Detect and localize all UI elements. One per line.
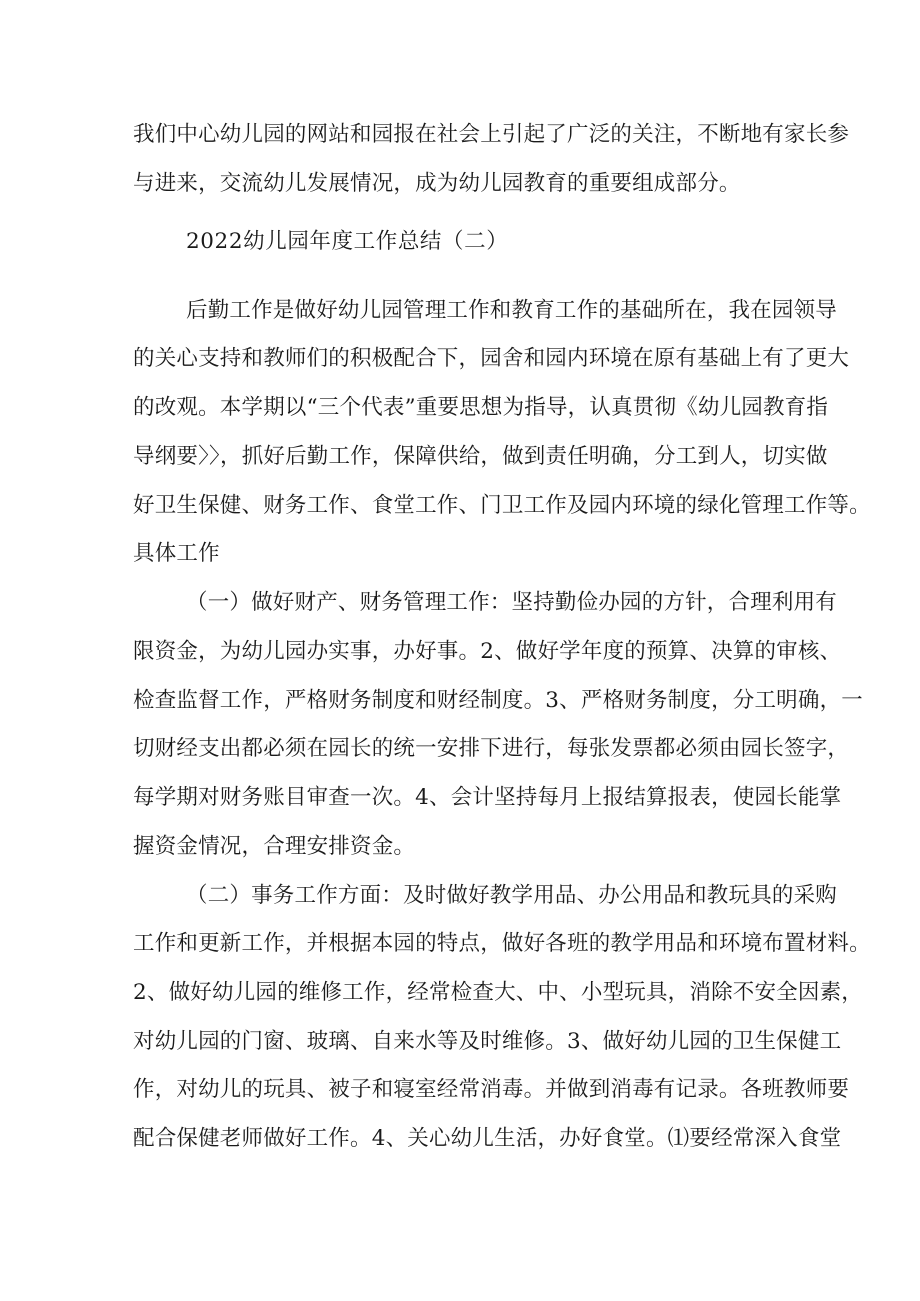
paragraph-line: 对幼儿园的门窗、玻璃、自来水等及时维修。3、做好幼儿园的卫生保健工 — [133, 1029, 842, 1054]
paragraph-line: 每学期对财务账目审查一次。4、会计坚持每月上报结算报表，使园长能掌 — [133, 785, 842, 810]
paragraph-line: 好卫生保健、财务工作、食堂工作、门卫工作及园内环境的绿化管理工作等。 — [133, 493, 871, 518]
paragraph-line: 2、做好幼儿园的维修工作，经常检查大、中、小型玩具，消除不安全因素， — [133, 980, 863, 1005]
paragraph-line: 检查监督工作，严格财务制度和财经制度。3、严格财务制度，分工明确，一 — [133, 688, 863, 713]
paragraph-line: （一）做好财产、财务管理工作：坚持勤俭办园的方针，合理利用有 — [186, 590, 838, 615]
paragraph-line: 工作和更新工作，并根据本园的特点，做好各班的教学用品和环境布置材料。 — [133, 931, 871, 956]
section-title: 2022幼儿园年度工作总结（二） — [186, 229, 509, 254]
paragraph-line: 具体工作 — [133, 541, 220, 566]
paragraph-line: 切财经支出都必须在园长的统一安排下进行，每张发票都必须由园长签字， — [133, 736, 850, 761]
paragraph-line: 我们中心幼儿园的网站和园报在社会上引起了广泛的关注，不断地有家长参 — [133, 122, 850, 147]
paragraph-line: 配合保健老师做好工作。4、关心幼儿生活，办好食堂。⑴要经常深入食堂 — [133, 1126, 842, 1151]
paragraph-line: 作，对幼儿的玩具、被子和寝室经常消毒。并做到消毒有记录。各班教师要 — [133, 1077, 850, 1102]
paragraph-line: 与进来，交流幼儿发展情况，成为幼儿园教育的重要组成部分。 — [133, 171, 741, 196]
paragraph-line: 导纲要〉〉，抓好后勤工作，保障供给，做到责任明确，分工到人，切实做 — [133, 444, 828, 469]
paragraph-line: 握资金情况，合理安排资金。 — [133, 834, 416, 859]
paragraph-line: 限资金，为幼儿园办实事，办好事。2、做好学年度的预算、决算的审核、 — [133, 639, 842, 664]
paragraph-line: 后勤工作是做好幼儿园管理工作和教育工作的基础所在，我在园领导 — [186, 298, 838, 323]
paragraph-line: （二）事务工作方面：及时做好教学用品、办公用品和教玩具的采购 — [186, 883, 838, 908]
paragraph-line: 的关心支持和教师们的积极配合下，园舍和园内环境在原有基础上有了更大 — [133, 346, 850, 371]
paragraph-line: 的改观。本学期以“三个代表”重要思想为指导，认真贯彻《幼儿园教育指 — [133, 395, 829, 420]
